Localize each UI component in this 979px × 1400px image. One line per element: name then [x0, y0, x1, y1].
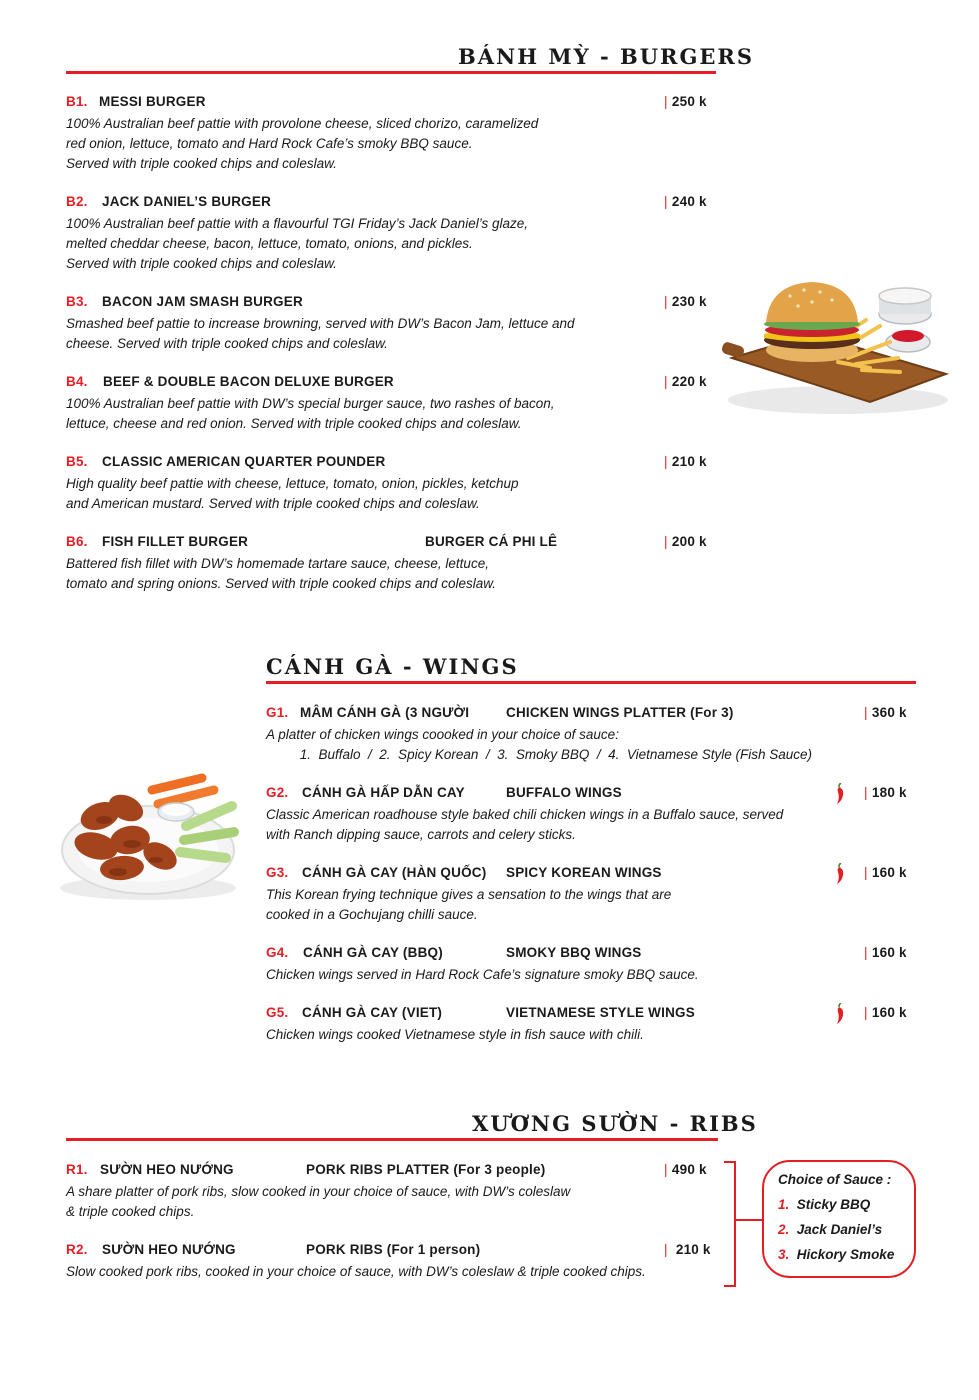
item-name-vn: MÂM CÁNH GÀ (3 NGƯỜI	[300, 705, 470, 720]
item-description: This Korean frying technique gives a sensation to the wings that are cooked in a Gochujang chilli sauce.	[266, 887, 672, 922]
menu-item-g4	[266, 945, 916, 985]
item-name-vn: CÁNH GÀ HẤP DẪN CAY	[302, 785, 465, 800]
price-separator: |	[664, 294, 668, 309]
sauce-choice-title: Choice of Sauce :	[778, 1172, 892, 1187]
sauce-option-label: Jack Daniel’s	[796, 1222, 883, 1237]
sauce-option-number: 2.	[778, 1222, 790, 1237]
item-name-en: SPICY KOREAN WINGS	[506, 865, 662, 880]
burger-photo	[720, 250, 955, 420]
price-separator: |	[664, 1162, 668, 1177]
price-separator: |	[864, 785, 868, 800]
item-description: 100% Australian beef pattie with provolone cheese, sliced chorizo, caramelized red onion, lettuce, tomato and Hard Rock Cafe’s smoky BBQ sauce. Served with triple cooked chips and coleslaw.	[66, 116, 539, 171]
price-separator: |	[864, 705, 868, 720]
chili-pepper-icon	[832, 863, 846, 885]
price-separator: |	[664, 194, 668, 209]
item-price: 160 k	[871, 945, 907, 960]
item-description: Classic American roadhouse style baked chili chicken wings in a Buffalo sauce, served with Ranch dipping sauce, carrots and celery sticks.	[266, 807, 784, 842]
sauce-option-label: Hickory Smoke	[796, 1247, 895, 1262]
item-price: 240 k	[671, 194, 707, 209]
item-price: 210 k	[675, 1242, 711, 1257]
item-description: Battered fish fillet with DW’s homemade tartare sauce, cheese, lettuce, tomato and spring onions. Served with triple cooked chips and coleslaw.	[66, 556, 496, 591]
item-code: G1.	[266, 705, 289, 720]
chili-pepper-icon	[832, 783, 846, 805]
chili-pepper-icon	[832, 1003, 846, 1025]
menu-item-b5	[66, 454, 716, 514]
item-description: A share platter of pork ribs, slow cooked in your choice of sauce, with DW’s coleslaw & triple cooked chips.	[66, 1184, 571, 1219]
menu-item-r2	[66, 1242, 718, 1282]
item-description: 100% Australian beef pattie with a flavourful TGI Friday’s Jack Daniel’s glaze, melted cheddar cheese, bacon, lettuce, tomato, onions, and pickles. Served with triple cooked chips and coleslaw.	[66, 216, 528, 271]
sauce-bracket	[724, 1161, 736, 1287]
item-name: MESSI BURGER	[99, 94, 206, 109]
item-price: 230 k	[671, 294, 707, 309]
menu-item-g5	[266, 1005, 916, 1045]
sauce-option	[778, 1197, 914, 1222]
price-separator: |	[864, 945, 868, 960]
item-name-vn: SƯỜN HEO NƯỚNG	[100, 1162, 234, 1177]
burgers-section-title: BÁNH MỲ - BURGERS	[458, 44, 755, 69]
item-name-en: VIETNAMESE STYLE WINGS	[506, 1005, 695, 1020]
sauce-connector	[736, 1219, 762, 1221]
item-price: 490 k	[671, 1162, 707, 1177]
item-name: JACK DANIEL’S BURGER	[102, 194, 272, 209]
menu-item-b6	[66, 534, 716, 594]
menu-item-b1	[66, 94, 716, 174]
item-name-vn: CÁNH GÀ CAY (BBQ)	[303, 945, 443, 960]
wings-photo	[56, 760, 241, 905]
item-price: 180 k	[871, 785, 907, 800]
item-name-vn: SƯỜN HEO NƯỚNG	[102, 1242, 236, 1257]
burgers-title-rule	[66, 71, 716, 74]
item-code: B3.	[66, 294, 88, 309]
item-code: B1.	[66, 94, 88, 109]
price-separator: |	[664, 374, 668, 389]
menu-item-g1	[266, 705, 916, 765]
item-price: 200 k	[671, 534, 707, 549]
item-code: B4.	[66, 374, 88, 389]
menu-item-b2	[66, 194, 716, 274]
item-price: 210 k	[671, 454, 707, 469]
menu-item-g3	[266, 865, 916, 925]
wings-title-rule	[266, 681, 916, 684]
item-name-vn: CÁNH GÀ CAY (HÀN QUỐC)	[302, 865, 487, 880]
item-name: BACON JAM SMASH BURGER	[102, 294, 303, 309]
item-name: CLASSIC AMERICAN QUARTER POUNDER	[102, 454, 386, 469]
item-price: 220 k	[671, 374, 707, 389]
item-price: 250 k	[671, 94, 707, 109]
ribs-section-title: XƯƠNG SƯỜN - RIBS	[472, 1111, 758, 1136]
item-name-en: BUFFALO WINGS	[506, 785, 622, 800]
price-separator: |	[664, 534, 668, 549]
menu-item-b4	[66, 374, 716, 434]
item-description: Chicken wings cooked Vietnamese style in fish sauce with chili.	[266, 1027, 644, 1042]
sauce-option-number: 1.	[778, 1197, 790, 1212]
price-separator: |	[864, 865, 868, 880]
item-name: FISH FILLET BURGER	[102, 534, 249, 549]
item-code: B2.	[66, 194, 88, 209]
item-name-en: CHICKEN WINGS PLATTER (For 3)	[506, 705, 734, 720]
item-name-alt: BURGER CÁ PHI LÊ	[425, 534, 558, 549]
menu-item-b3	[66, 294, 716, 354]
item-name-en: SMOKY BBQ WINGS	[506, 945, 642, 960]
sauce-choice-box	[762, 1160, 916, 1278]
item-code: R1.	[66, 1162, 88, 1177]
sauce-option-number: 3.	[778, 1247, 790, 1262]
item-price: 160 k	[871, 865, 907, 880]
menu-item-r1	[66, 1162, 718, 1222]
price-separator: |	[664, 94, 668, 109]
item-code: G2.	[266, 785, 289, 800]
item-code: B6.	[66, 534, 88, 549]
item-code: B5.	[66, 454, 88, 469]
wings-section-title: CÁNH GÀ - WINGS	[266, 654, 519, 679]
item-description: High quality beef pattie with cheese, lettuce, tomato, onion, pickles, ketchup and American mustard. Served with triple cooked chips and coleslaw.	[66, 476, 519, 511]
item-name: BEEF & DOUBLE BACON DELUXE BURGER	[103, 374, 394, 389]
item-name-vn: CÁNH GÀ CAY (VIET)	[302, 1005, 443, 1020]
item-description: Slow cooked pork ribs, cooked in your choice of sauce, with DW’s coleslaw & triple cooked chips.	[66, 1264, 646, 1279]
item-code: R2.	[66, 1242, 88, 1257]
price-separator: |	[664, 1242, 668, 1257]
item-description: 100% Australian beef pattie with DW’s special burger sauce, two rashes of bacon, lettuce, cheese and red onion. Served with triple cooked chips and coleslaw.	[66, 396, 555, 431]
price-separator: |	[664, 454, 668, 469]
item-name-en: PORK RIBS PLATTER (For 3 people)	[306, 1162, 546, 1177]
item-description: Smashed beef pattie to increase browning, served with DW’s Bacon Jam, lettuce and cheese. Served with triple cooked chips and coleslaw.	[66, 316, 575, 351]
item-price: 160 k	[871, 1005, 907, 1020]
item-description: A platter of chicken wings coooked in your choice of sauce: 1. Buffalo / 2. Spicy Korean / 3. Smoky BBQ / 4. Vietnamese Style (Fish Sauce)	[266, 727, 812, 762]
item-code: G3.	[266, 865, 289, 880]
sauce-option	[778, 1247, 914, 1272]
item-code: G4.	[266, 945, 289, 960]
sauce-option	[778, 1222, 914, 1247]
item-name-en: PORK RIBS (For 1 person)	[306, 1242, 481, 1257]
menu-item-g2	[266, 785, 916, 845]
item-description: Chicken wings served in Hard Rock Cafe’s signature smoky BBQ sauce.	[266, 967, 699, 982]
ribs-title-rule	[66, 1138, 718, 1141]
sauce-option-label: Sticky BBQ	[796, 1197, 871, 1212]
price-separator: |	[864, 1005, 868, 1020]
item-price: 360 k	[871, 705, 907, 720]
item-code: G5.	[266, 1005, 289, 1020]
